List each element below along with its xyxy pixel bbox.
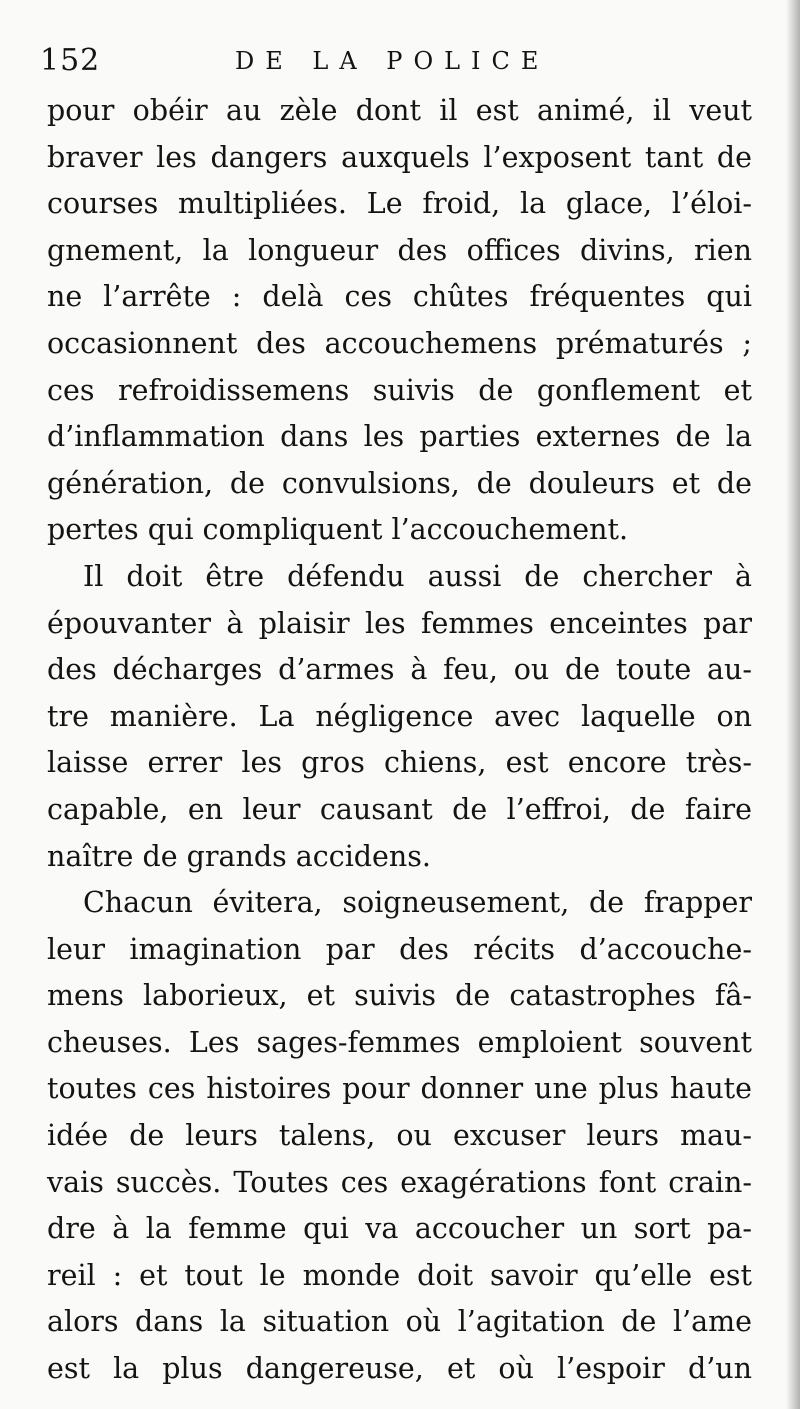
text-line: des décharges d’armes à feu, ou de toute au- (47, 653, 752, 687)
body-text (47, 88, 752, 1393)
text-line: génération, de convulsions, de douleurs et de (47, 466, 752, 500)
text-line: occasionnent des accouchemens prématurés ; (47, 326, 752, 360)
text-line: tre manière. La négligence avec laquelle on (47, 699, 752, 733)
text-line: Il doit être défendu aussi de chercher à (83, 559, 752, 593)
text-line: d’inflammation dans les parties externes de la (47, 420, 752, 454)
text-line: naître de grands accidens. (47, 839, 431, 873)
text-line: mens laborieux, et suivis de catastrophes fâ- (47, 979, 752, 1013)
text-line: capable, en leur causant de l’effroi, de faire (47, 792, 752, 826)
text-line: vais succès. Toutes ces exagérations font crain- (47, 1165, 752, 1199)
text-line: braver les dangers auxquels l’exposent tant de (47, 140, 752, 174)
text-line: laisse errer les gros chiens, est encore très- (47, 746, 752, 780)
text-line: est la plus dangereuse, et où l’espoir d’un (47, 1352, 752, 1386)
text-line: courses multipliées. Le froid, la glace, l’éloi- (47, 187, 752, 221)
running-head: DE LA POLICE (235, 47, 550, 75)
text-line: dre à la femme qui va accoucher un sort pa- (47, 1212, 752, 1246)
text-line: pour obéir au zèle dont il est animé, il veut (47, 94, 752, 127)
text-line: épouvanter à plaisir les femmes enceintes par (47, 606, 752, 640)
text-line: ces refroidissemens suivis de gonflement et (47, 373, 752, 407)
text-line: Chacun évitera, soigneusement, de frapper (83, 886, 752, 920)
page-header (40, 38, 775, 84)
text-line: toutes ces histoires pour donner une plus haute (47, 1072, 752, 1106)
text-line: reil : et tout le monde doit savoir qu’elle est (47, 1258, 752, 1292)
text-line: idée de leurs talens, ou excuser leurs mau- (47, 1119, 752, 1153)
text-line: ne l’arrête : delà ces chûtes fréquentes qui (47, 280, 752, 314)
page-gutter-shadow (786, 0, 800, 1409)
text-line: gnement, la longueur des offices divins, rien (47, 233, 752, 267)
text-line: leur imagination par des récits d’accouche- (47, 932, 752, 966)
text-line: cheuses. Les sages-femmes emploient souvent (47, 1025, 752, 1059)
text-line: alors dans la situation où l’agitation de l’ame (47, 1305, 752, 1339)
page-number: 152 (40, 43, 101, 78)
text-line: pertes qui compliquent l’accouchement. (47, 513, 629, 547)
